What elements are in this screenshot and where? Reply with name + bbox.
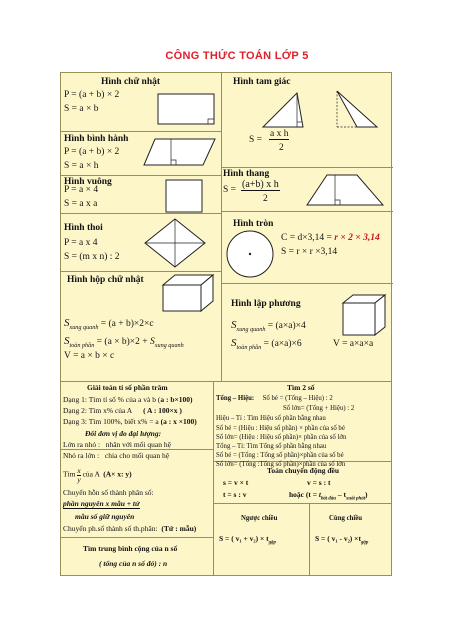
mixed-to-fraction-denominator: mẫu số giữ nguyên [75, 512, 135, 521]
parallelogram-perimeter: P = (a + b) × 2 [64, 147, 120, 157]
circle-shape [225, 229, 275, 279]
same-direction-heading: Cùng chiều [329, 515, 363, 522]
cube-volume: V = a×a×a [333, 339, 374, 349]
motion-speed: v = s : t [307, 478, 331, 487]
units-heading: Đổi đơn vị đo đại lượng: [85, 429, 162, 438]
percent-type-1: Dạng 1: Tìm tỉ số % của a và b (a : b×100) [63, 395, 193, 404]
rect-heading: Hình chữ nhật [101, 77, 161, 87]
units-big-to-small: Lớn ra nhỏ : nhân với mối quan hệ [63, 440, 171, 449]
triangle-area-label: S = [249, 135, 263, 145]
square-perimeter: P = a × 4 [64, 185, 99, 195]
page-title: CÔNG THỨC TOÁN LỚP 5 [165, 50, 309, 62]
diff-ratio-small: Số bé = (Hiệu : Hiệu số phần) × phần của số bé [216, 425, 345, 432]
diff-ratio-large: Số lớn= (Hiệu : Hiệu số phần)× phần của số lớn [216, 434, 347, 441]
percent-type-2: Dạng 2: Tìm x% của A ( A : 100×x ) [63, 406, 182, 415]
cube-heading: Hình lập phương [231, 299, 301, 309]
parallelogram-area: S = a × h [64, 161, 99, 171]
triangle-shape-2 [331, 89, 379, 129]
motion-heading: Toán chuyển động đều [267, 466, 340, 475]
cube-shape [341, 293, 387, 337]
prism-volume: V = a × b × c [64, 351, 115, 361]
average-heading: Tìm trung bình cộng của n số [83, 544, 178, 553]
mixed-to-fraction: Chuyển hỗn số thành phân số: [63, 488, 154, 497]
triangle-shape-1 [261, 91, 305, 129]
circle-area: S = r × r ×3,14 [281, 247, 338, 257]
same-direction-formula: S = ( $v_1 - v_2) \times t_{gặp}$ [315, 534, 369, 546]
rectangle-shape [157, 93, 215, 125]
prism-total-area: $S_{toàn phần} = (a \times b)\times 2 + S_{xung quanh}$ [64, 335, 184, 349]
motion-time: t = s : v [223, 490, 247, 499]
sum-ratio-heading: Tổng – Tỉ: Tìm Tổng số phần bằng nhau [216, 443, 327, 450]
prism-lateral-area: $S_{xung quanh} = (a + b)\times 2\times c$ [64, 317, 154, 331]
square-heading: Hình vuông [64, 177, 112, 187]
formula-sheet [60, 72, 392, 576]
sum-diff-large: Số lớn= (Tổng + Hiệu) : 2 [283, 405, 355, 412]
prism-heading: Hình hộp chữ nhật [67, 275, 144, 285]
trapezoid-area-denominator: 2 [263, 194, 268, 204]
cube-total-area: $S_{toàn phần} = (a\times a)\times 6$ [231, 337, 302, 351]
parallelogram-heading: Hình bình hành [64, 134, 129, 144]
two-numbers-heading: Tìm 2 số [287, 383, 315, 392]
rhombus-area: S = (m x n) : 2 [64, 252, 120, 262]
fraction-to-decimal: Chuyển ph.số thành số th.phân: (Tử : mẫu) [63, 524, 197, 533]
trapezoid-area-numerator: (a+b) x h [242, 179, 279, 190]
parallelogram-shape [143, 137, 217, 167]
sum-ratio-large: Số lớn= (Tổng :Tổng số phần)×phần của số lớn [216, 461, 346, 468]
rect-perimeter: P = (a + b) × 2 [64, 90, 120, 100]
triangle-heading: Hình tam giác [233, 77, 291, 87]
units-small-to-big: Nhỏ ra lớn : chia cho mối quan hệ [63, 451, 170, 460]
triangle-area-numerator: a x h [270, 129, 289, 139]
square-area: S = a x a [64, 199, 98, 209]
sum-ratio-small: Số bé = (Tổng : Tổng số phần)×phần của số bé [216, 452, 344, 459]
rhombus-shape [143, 217, 207, 269]
opposite-direction-formula: S = ( $v_1 + v_2) \times t_{gặp}$ [219, 534, 276, 546]
diff-ratio-heading: Hiệu – Tỉ : Tìm Hiệu số phần bằng nhau [216, 415, 326, 422]
trapezoid-area-label: S = [223, 185, 237, 195]
trapezoid-shape [305, 173, 385, 207]
rhombus-heading: Hình thoi [64, 223, 103, 233]
mixed-to-fraction-numerator: phần nguyên x mẫu + tử [63, 499, 140, 508]
rhombus-perimeter: P = a x 4 [64, 238, 98, 248]
average-formula: ( tổng của n số đó) : n [99, 559, 168, 568]
percent-heading: Giải toán tỉ số phần trăm [87, 383, 168, 392]
fraction-of-a: Tìm $\frac{x}{y}$ của A (A× x: y) [63, 466, 132, 484]
motion-distance: s = v × t [223, 478, 249, 487]
trapezoid-heading: Hình thang [223, 169, 270, 179]
box-shape [161, 273, 215, 313]
percent-type-3: Dạng 3: Tìm 100%, biết x% = a (a : x ×100) [63, 417, 197, 426]
circle-circumference: C = d×3,14 = r × 2 × 3,14 [281, 233, 380, 243]
triangle-area-denominator: 2 [279, 143, 284, 153]
cube-lateral-area: $S_{xung quanh} = (a\times a)\times 4$ [231, 319, 306, 333]
circle-heading: Hình tròn [233, 219, 274, 229]
sum-diff-small: Tổng – Hiệu: Số bé = (Tổng – Hiệu) : 2 [216, 395, 333, 402]
rect-area: S = a × b [64, 104, 99, 114]
motion-time-alt: hoặc $(t = t_{bắt đầu} - t_{xuất phát})$ [289, 490, 368, 502]
opposite-direction-heading: Ngược chiều [241, 515, 278, 522]
square-shape [165, 179, 205, 213]
